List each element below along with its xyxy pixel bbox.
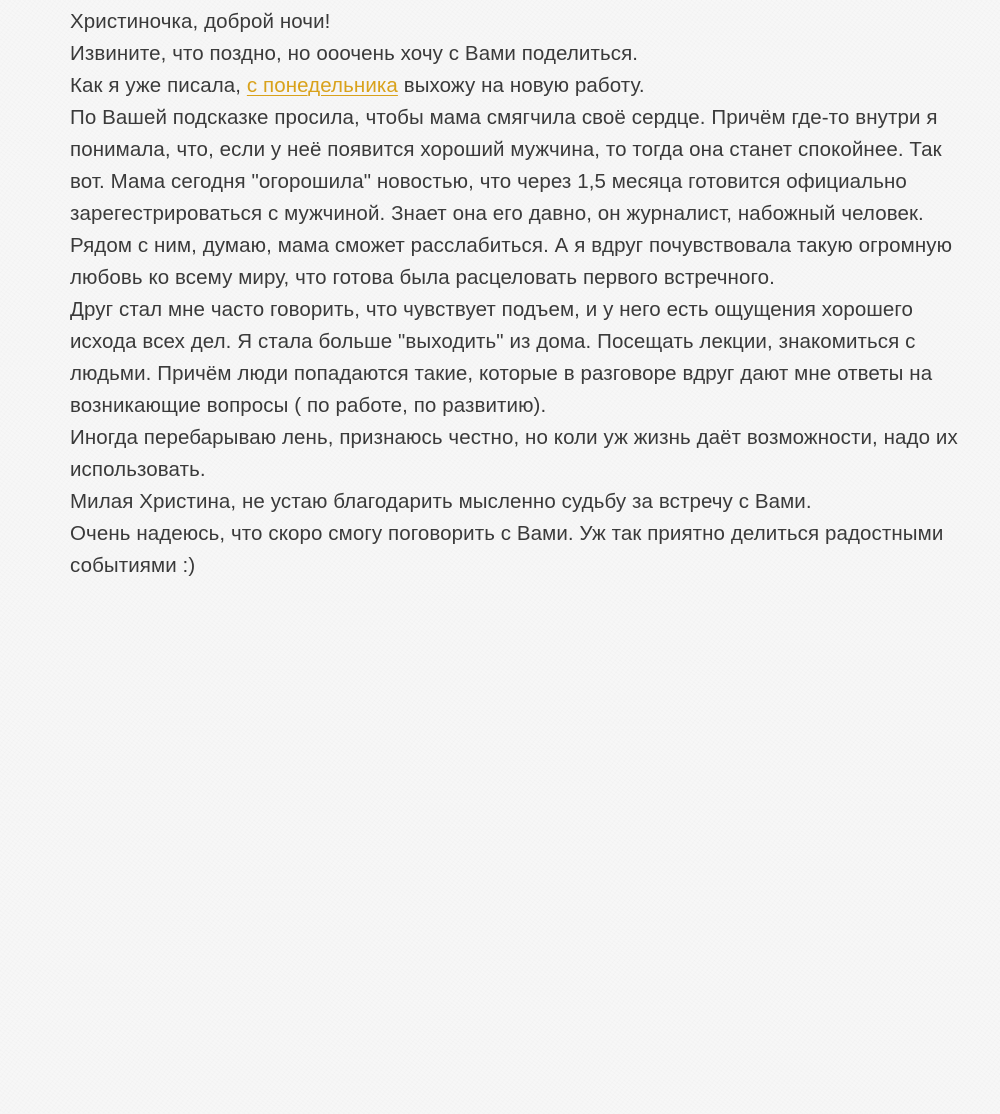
- friend-paragraph: Друг стал мне часто говорить, что чувствует подъем, и у него есть ощущения хорошего исхода всех дел. Я стала больше "выходить" из дома. Посещать лекции, знакомиться с людьми. Причём люди попадаются такие, которые в разговоре вдруг дают мне ответы на возникающие вопросы ( по работе, по развитию).: [70, 298, 933, 417]
- greeting-line: Христиночка, доброй ночи!: [70, 10, 331, 33]
- new-job-text-before: Как я уже писала,: [70, 74, 247, 97]
- new-job-line: [70, 70, 970, 102]
- laziness-paragraph: Иногда перебарываю лень, признаюсь честно, но коли уж жизнь даёт возможности, надо их использовать.: [70, 426, 958, 481]
- date-link[interactable]: с понедельника: [246, 74, 398, 97]
- apology-line: Извините, что поздно, но ооочень хочу с Вами поделиться.: [70, 42, 639, 65]
- new-job-text-after: выхожу на новую работу.: [397, 74, 645, 97]
- thanks-line: Милая Христина, не устаю благодарить мысленно судьбу за встречу с Вами.: [70, 490, 812, 513]
- mother-paragraph: По Вашей подсказке просила, чтобы мама смягчила своё сердце. Причём где-то внутри я понимала, что, если у неё появится хороший мужчина, то тогда она станет спокойнее. Так вот. Мама сегодня "огорошила" новостью, что через 1,5 месяца готовится официально зарегестрироваться с мужчиной. Знает она его давно, он журналист, набожный человек. Рядом с ним, думаю, мама сможет расслабиться. А я вдруг почувствовала такую огромную любовь ко всему миру, что готова была расцеловать первого встречного.: [70, 106, 953, 289]
- hope-paragraph: Очень надеюсь, что скоро смогу поговорить с Вами. Уж так приятно делиться радостными событиями :): [70, 522, 944, 577]
- note-body[interactable]: [70, 6, 970, 582]
